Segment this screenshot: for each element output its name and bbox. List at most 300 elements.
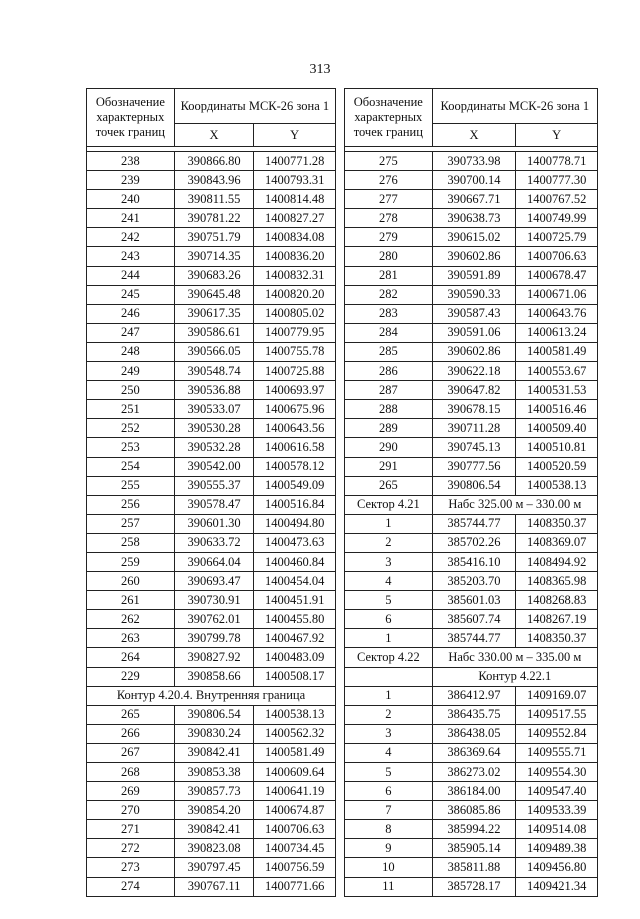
table-row xyxy=(345,342,598,361)
table-row xyxy=(87,801,336,820)
point-label-cell: 3 xyxy=(345,552,433,571)
point-label-cell: 267 xyxy=(87,743,175,762)
point-label-cell: 264 xyxy=(87,648,175,667)
x-coordinate-cell: 386273.02 xyxy=(432,763,516,782)
x-coordinate-cell: 390566.05 xyxy=(174,342,254,361)
point-label-cell: 277 xyxy=(345,190,433,209)
x-coordinate-cell: 390590.33 xyxy=(432,285,516,304)
x-coordinate-cell: 385728.17 xyxy=(432,877,516,896)
table-row xyxy=(87,877,336,896)
table-row xyxy=(345,686,598,705)
table-row xyxy=(345,858,598,877)
table-row xyxy=(345,648,598,667)
table-row xyxy=(345,209,598,228)
point-label-cell: 279 xyxy=(345,228,433,247)
table-row xyxy=(345,171,598,190)
x-coordinate-cell: 390555.37 xyxy=(174,476,254,495)
y-coordinate-cell: 1400516.84 xyxy=(254,495,336,514)
x-coordinate-cell: 390745.13 xyxy=(432,438,516,457)
x-coordinate-cell: 390842.41 xyxy=(174,743,254,762)
y-coordinate-cell: 1409552.84 xyxy=(516,724,598,743)
y-coordinate-cell: 1408494.92 xyxy=(516,552,598,571)
y-coordinate-cell: 1400820.20 xyxy=(254,285,336,304)
x-coordinate-cell: 390843.96 xyxy=(174,171,254,190)
y-coordinate-cell: 1400771.66 xyxy=(254,877,336,896)
x-coordinate-cell: 390578.47 xyxy=(174,495,254,514)
y-coordinate-cell: 1409533.39 xyxy=(516,801,598,820)
table-row xyxy=(345,438,598,457)
point-label-cell: 243 xyxy=(87,247,175,266)
point-label-cell: 268 xyxy=(87,763,175,782)
point-label-cell: 286 xyxy=(345,362,433,381)
x-coordinate-cell: 390693.47 xyxy=(174,572,254,591)
y-coordinate-cell: 1400460.84 xyxy=(254,552,336,571)
table-row xyxy=(87,152,336,171)
section-title: Набс 325.00 м – 330.00 м xyxy=(432,495,597,514)
x-coordinate-cell: 390591.89 xyxy=(432,266,516,285)
y-coordinate-cell: 1400578.12 xyxy=(254,457,336,476)
y-coordinate-cell: 1400520.59 xyxy=(516,457,598,476)
x-coordinate-cell: 390683.26 xyxy=(174,266,254,285)
y-coordinate-cell: 1400793.31 xyxy=(254,171,336,190)
table-row xyxy=(87,438,336,457)
table-row xyxy=(87,839,336,858)
header-point-label: Обозначение характерных точек границ xyxy=(345,89,433,147)
y-coordinate-cell: 1408350.37 xyxy=(516,514,598,533)
x-coordinate-cell: 390806.54 xyxy=(174,705,254,724)
table-row xyxy=(345,495,598,514)
x-coordinate-cell: 390633.72 xyxy=(174,533,254,552)
point-label-cell: 6 xyxy=(345,610,433,629)
y-coordinate-cell: 1400531.53 xyxy=(516,381,598,400)
point-label-cell: 248 xyxy=(87,342,175,361)
table-row xyxy=(87,228,336,247)
x-coordinate-cell: 385811.88 xyxy=(432,858,516,877)
x-coordinate-cell: 390602.86 xyxy=(432,342,516,361)
header-coords-group: Координаты МСК-26 зона 1 xyxy=(432,89,597,124)
coordinates-table-right xyxy=(344,88,598,897)
point-label-cell: 274 xyxy=(87,877,175,896)
y-coordinate-cell: 1400613.24 xyxy=(516,323,598,342)
y-coordinate-cell: 1400755.78 xyxy=(254,342,336,361)
point-label-cell: 283 xyxy=(345,304,433,323)
table-row xyxy=(345,629,598,648)
point-label-cell: 254 xyxy=(87,457,175,476)
point-label-cell: 262 xyxy=(87,610,175,629)
x-coordinate-cell: 385203.70 xyxy=(432,572,516,591)
x-coordinate-cell: 390781.22 xyxy=(174,209,254,228)
x-coordinate-cell: 385905.14 xyxy=(432,839,516,858)
table-row xyxy=(87,457,336,476)
header-y: Y xyxy=(254,124,336,147)
y-coordinate-cell: 1400693.97 xyxy=(254,381,336,400)
x-coordinate-cell: 390536.88 xyxy=(174,381,254,400)
y-coordinate-cell: 1400767.52 xyxy=(516,190,598,209)
y-coordinate-cell: 1400581.49 xyxy=(516,342,598,361)
point-label-cell: 285 xyxy=(345,342,433,361)
point-label-cell: 8 xyxy=(345,820,433,839)
y-coordinate-cell: 1400778.71 xyxy=(516,152,598,171)
table-row xyxy=(345,820,598,839)
y-coordinate-cell: 1408267.19 xyxy=(516,610,598,629)
y-coordinate-cell: 1400678.47 xyxy=(516,266,598,285)
y-coordinate-cell: 1400725.88 xyxy=(254,362,336,381)
y-coordinate-cell: 1400805.02 xyxy=(254,304,336,323)
table-row xyxy=(345,610,598,629)
point-label-cell: 291 xyxy=(345,457,433,476)
point-label-cell: 2 xyxy=(345,533,433,552)
x-coordinate-cell: 385744.77 xyxy=(432,514,516,533)
point-label-cell: 251 xyxy=(87,400,175,419)
x-coordinate-cell: 390615.02 xyxy=(432,228,516,247)
y-coordinate-cell: 1409169.07 xyxy=(516,686,598,705)
table-row xyxy=(87,190,336,209)
table-row xyxy=(87,209,336,228)
y-coordinate-cell: 1409514.08 xyxy=(516,820,598,839)
point-label-cell: 271 xyxy=(87,820,175,839)
y-coordinate-cell: 1400641.19 xyxy=(254,782,336,801)
point-label-cell: 5 xyxy=(345,591,433,610)
x-coordinate-cell: 390591.06 xyxy=(432,323,516,342)
point-label-cell: 2 xyxy=(345,705,433,724)
table-row xyxy=(87,686,336,705)
header-y: Y xyxy=(516,124,598,147)
section-title: Контур 4.22.1 xyxy=(432,667,597,686)
point-label-cell: 259 xyxy=(87,552,175,571)
section-title: Набс 330.00 м – 335.00 м xyxy=(432,648,597,667)
y-coordinate-cell: 1400706.63 xyxy=(254,820,336,839)
x-coordinate-cell: 386435.75 xyxy=(432,705,516,724)
y-coordinate-cell: 1400455.80 xyxy=(254,610,336,629)
y-coordinate-cell: 1400832.31 xyxy=(254,266,336,285)
table-row xyxy=(87,171,336,190)
x-coordinate-cell: 390586.61 xyxy=(174,323,254,342)
x-coordinate-cell: 390827.92 xyxy=(174,648,254,667)
header-point-label: Обозначение характерных точек границ xyxy=(87,89,175,147)
table-row xyxy=(345,457,598,476)
table-row xyxy=(87,247,336,266)
table-row xyxy=(87,266,336,285)
table-row xyxy=(345,190,598,209)
table-row xyxy=(87,591,336,610)
y-coordinate-cell: 1409489.38 xyxy=(516,839,598,858)
header-coords-group: Координаты МСК-26 зона 1 xyxy=(174,89,335,124)
point-label-cell xyxy=(345,667,433,686)
y-coordinate-cell: 1409554.30 xyxy=(516,763,598,782)
y-coordinate-cell: 1400609.64 xyxy=(254,763,336,782)
table-row xyxy=(87,648,336,667)
x-coordinate-cell: 390733.98 xyxy=(432,152,516,171)
y-coordinate-cell: 1400483.09 xyxy=(254,648,336,667)
y-coordinate-cell: 1400836.20 xyxy=(254,247,336,266)
point-label-cell: 10 xyxy=(345,858,433,877)
x-coordinate-cell: 390797.45 xyxy=(174,858,254,877)
table-row xyxy=(345,782,598,801)
y-coordinate-cell: 1409421.34 xyxy=(516,877,598,896)
table-row xyxy=(87,304,336,323)
table-row xyxy=(345,591,598,610)
x-coordinate-cell: 390678.15 xyxy=(432,400,516,419)
section-title: Контур 4.20.4. Внутренняя граница xyxy=(87,686,336,705)
table-row xyxy=(345,724,598,743)
table-row xyxy=(345,266,598,285)
table-row xyxy=(345,801,598,820)
point-label-cell: 272 xyxy=(87,839,175,858)
point-label-cell: 7 xyxy=(345,801,433,820)
table-row xyxy=(87,763,336,782)
x-coordinate-cell: 390806.54 xyxy=(432,476,516,495)
point-label-cell: 266 xyxy=(87,724,175,743)
y-coordinate-cell: 1400771.28 xyxy=(254,152,336,171)
y-coordinate-cell: 1400756.59 xyxy=(254,858,336,877)
y-coordinate-cell: 1400581.49 xyxy=(254,743,336,762)
x-coordinate-cell: 390714.35 xyxy=(174,247,254,266)
x-coordinate-cell: 390533.07 xyxy=(174,400,254,419)
table-row xyxy=(345,400,598,419)
table-row xyxy=(87,724,336,743)
x-coordinate-cell: 390767.11 xyxy=(174,877,254,896)
y-coordinate-cell: 1408369.07 xyxy=(516,533,598,552)
point-label-cell: 245 xyxy=(87,285,175,304)
y-coordinate-cell: 1400538.13 xyxy=(254,705,336,724)
x-coordinate-cell: 390858.66 xyxy=(174,667,254,686)
x-coordinate-cell: 385607.74 xyxy=(432,610,516,629)
x-coordinate-cell: 390854.20 xyxy=(174,801,254,820)
x-coordinate-cell: 390842.41 xyxy=(174,820,254,839)
x-coordinate-cell: 386184.00 xyxy=(432,782,516,801)
y-coordinate-cell: 1400467.92 xyxy=(254,629,336,648)
table-row xyxy=(345,839,598,858)
x-coordinate-cell: 390530.28 xyxy=(174,419,254,438)
table-row xyxy=(87,419,336,438)
header-x: X xyxy=(174,124,254,147)
table-row xyxy=(345,419,598,438)
y-coordinate-cell: 1400671.06 xyxy=(516,285,598,304)
y-coordinate-cell: 1400516.46 xyxy=(516,400,598,419)
x-coordinate-cell: 385601.03 xyxy=(432,591,516,610)
table-row xyxy=(87,362,336,381)
table-row xyxy=(345,304,598,323)
point-label-cell: 238 xyxy=(87,152,175,171)
point-label-cell: 275 xyxy=(345,152,433,171)
point-label-cell: 265 xyxy=(345,476,433,495)
point-label-cell: 255 xyxy=(87,476,175,495)
table-row xyxy=(345,572,598,591)
y-coordinate-cell: 1400779.95 xyxy=(254,323,336,342)
point-label-cell: Сектор 4.21 xyxy=(345,495,433,514)
table-row xyxy=(345,533,598,552)
table-row xyxy=(87,514,336,533)
y-coordinate-cell: 1409456.80 xyxy=(516,858,598,877)
y-coordinate-cell: 1409555.71 xyxy=(516,743,598,762)
x-coordinate-cell: 390777.56 xyxy=(432,457,516,476)
table-row xyxy=(87,820,336,839)
x-coordinate-cell: 390617.35 xyxy=(174,304,254,323)
x-coordinate-cell: 390542.00 xyxy=(174,457,254,476)
table-row xyxy=(87,705,336,724)
point-label-cell: 252 xyxy=(87,419,175,438)
table-row xyxy=(87,629,336,648)
point-label-cell: 239 xyxy=(87,171,175,190)
x-coordinate-cell: 386412.97 xyxy=(432,686,516,705)
point-label-cell: 242 xyxy=(87,228,175,247)
x-coordinate-cell: 390601.30 xyxy=(174,514,254,533)
table-row xyxy=(345,476,598,495)
table-row xyxy=(345,667,598,686)
y-coordinate-cell: 1400827.27 xyxy=(254,209,336,228)
point-label-cell: 4 xyxy=(345,743,433,762)
x-coordinate-cell: 385702.26 xyxy=(432,533,516,552)
y-coordinate-cell: 1400643.56 xyxy=(254,419,336,438)
x-coordinate-cell: 390645.48 xyxy=(174,285,254,304)
point-label-cell: 11 xyxy=(345,877,433,896)
point-label-cell: 5 xyxy=(345,763,433,782)
table-row xyxy=(87,342,336,361)
table-row xyxy=(345,152,598,171)
point-label-cell: 1 xyxy=(345,514,433,533)
x-coordinate-cell: 390853.38 xyxy=(174,763,254,782)
y-coordinate-cell: 1400616.58 xyxy=(254,438,336,457)
x-coordinate-cell: 390751.79 xyxy=(174,228,254,247)
y-coordinate-cell: 1408350.37 xyxy=(516,629,598,648)
x-coordinate-cell: 386369.64 xyxy=(432,743,516,762)
coordinates-table-left xyxy=(86,88,336,897)
x-coordinate-cell: 390857.73 xyxy=(174,782,254,801)
point-label-cell: 240 xyxy=(87,190,175,209)
table-row xyxy=(345,247,598,266)
point-label-cell: 250 xyxy=(87,381,175,400)
table-row xyxy=(345,877,598,896)
table-row xyxy=(345,362,598,381)
table-row xyxy=(345,552,598,571)
y-coordinate-cell: 1400643.76 xyxy=(516,304,598,323)
y-coordinate-cell: 1400814.48 xyxy=(254,190,336,209)
point-label-cell: 244 xyxy=(87,266,175,285)
point-label-cell: 270 xyxy=(87,801,175,820)
point-label-cell: 287 xyxy=(345,381,433,400)
y-coordinate-cell: 1400510.81 xyxy=(516,438,598,457)
point-label-cell: 280 xyxy=(345,247,433,266)
x-coordinate-cell: 390823.08 xyxy=(174,839,254,858)
y-coordinate-cell: 1400725.79 xyxy=(516,228,598,247)
x-coordinate-cell: 390548.74 xyxy=(174,362,254,381)
page-number: 313 xyxy=(309,62,331,77)
table-row xyxy=(345,743,598,762)
point-label-cell: 6 xyxy=(345,782,433,801)
header-x: X xyxy=(432,124,516,147)
y-coordinate-cell: 1400538.13 xyxy=(516,476,598,495)
x-coordinate-cell: 390830.24 xyxy=(174,724,254,743)
point-label-cell: 269 xyxy=(87,782,175,801)
y-coordinate-cell: 1400562.32 xyxy=(254,724,336,743)
point-label-cell: 247 xyxy=(87,323,175,342)
x-coordinate-cell: 390730.91 xyxy=(174,591,254,610)
point-label-cell: 258 xyxy=(87,533,175,552)
table-row xyxy=(87,667,336,686)
y-coordinate-cell: 1400473.63 xyxy=(254,533,336,552)
point-label-cell: 276 xyxy=(345,171,433,190)
table-row xyxy=(87,400,336,419)
y-coordinate-cell: 1400674.87 xyxy=(254,801,336,820)
y-coordinate-cell: 1400734.45 xyxy=(254,839,336,858)
x-coordinate-cell: 385744.77 xyxy=(432,629,516,648)
x-coordinate-cell: 390762.01 xyxy=(174,610,254,629)
table-row xyxy=(345,285,598,304)
point-label-cell: 4 xyxy=(345,572,433,591)
x-coordinate-cell: 390711.28 xyxy=(432,419,516,438)
x-coordinate-cell: 390700.14 xyxy=(432,171,516,190)
y-coordinate-cell: 1408365.98 xyxy=(516,572,598,591)
y-coordinate-cell: 1408268.83 xyxy=(516,591,598,610)
y-coordinate-cell: 1400454.04 xyxy=(254,572,336,591)
x-coordinate-cell: 390866.80 xyxy=(174,152,254,171)
point-label-cell: 9 xyxy=(345,839,433,858)
y-coordinate-cell: 1400549.09 xyxy=(254,476,336,495)
x-coordinate-cell: 390622.18 xyxy=(432,362,516,381)
y-coordinate-cell: 1400834.08 xyxy=(254,228,336,247)
table-row xyxy=(87,323,336,342)
x-coordinate-cell: 390667.71 xyxy=(432,190,516,209)
table-row xyxy=(345,705,598,724)
y-coordinate-cell: 1400749.99 xyxy=(516,209,598,228)
point-label-cell: 229 xyxy=(87,667,175,686)
table-row xyxy=(87,782,336,801)
point-label-cell: 289 xyxy=(345,419,433,438)
point-label-cell: 3 xyxy=(345,724,433,743)
table-body-right xyxy=(345,152,598,897)
y-coordinate-cell: 1400508.17 xyxy=(254,667,336,686)
point-label-cell: 249 xyxy=(87,362,175,381)
y-coordinate-cell: 1400553.67 xyxy=(516,362,598,381)
y-coordinate-cell: 1400494.80 xyxy=(254,514,336,533)
point-label-cell: 265 xyxy=(87,705,175,724)
x-coordinate-cell: 390587.43 xyxy=(432,304,516,323)
table-row xyxy=(345,381,598,400)
table-row xyxy=(87,381,336,400)
y-coordinate-cell: 1400451.91 xyxy=(254,591,336,610)
y-coordinate-cell: 1400706.63 xyxy=(516,247,598,266)
point-label-cell: 273 xyxy=(87,858,175,877)
y-coordinate-cell: 1409517.55 xyxy=(516,705,598,724)
table-row xyxy=(87,533,336,552)
point-label-cell: 282 xyxy=(345,285,433,304)
x-coordinate-cell: 385416.10 xyxy=(432,552,516,571)
point-label-cell: 1 xyxy=(345,629,433,648)
table-row xyxy=(345,514,598,533)
point-label-cell: 278 xyxy=(345,209,433,228)
table-row xyxy=(345,323,598,342)
x-coordinate-cell: 390532.28 xyxy=(174,438,254,457)
point-label-cell: 241 xyxy=(87,209,175,228)
table-row xyxy=(87,495,336,514)
x-coordinate-cell: 390811.55 xyxy=(174,190,254,209)
table-row xyxy=(87,610,336,629)
point-label-cell: 253 xyxy=(87,438,175,457)
point-label-cell: 257 xyxy=(87,514,175,533)
point-label-cell: 1 xyxy=(345,686,433,705)
x-coordinate-cell: 390799.78 xyxy=(174,629,254,648)
x-coordinate-cell: 390602.86 xyxy=(432,247,516,266)
table-row xyxy=(87,572,336,591)
point-label-cell: 263 xyxy=(87,629,175,648)
point-label-cell: 260 xyxy=(87,572,175,591)
table-row xyxy=(87,476,336,495)
point-label-cell: Сектор 4.22 xyxy=(345,648,433,667)
point-label-cell: 246 xyxy=(87,304,175,323)
table-row xyxy=(87,552,336,571)
x-coordinate-cell: 386085.86 xyxy=(432,801,516,820)
x-coordinate-cell: 390664.04 xyxy=(174,552,254,571)
